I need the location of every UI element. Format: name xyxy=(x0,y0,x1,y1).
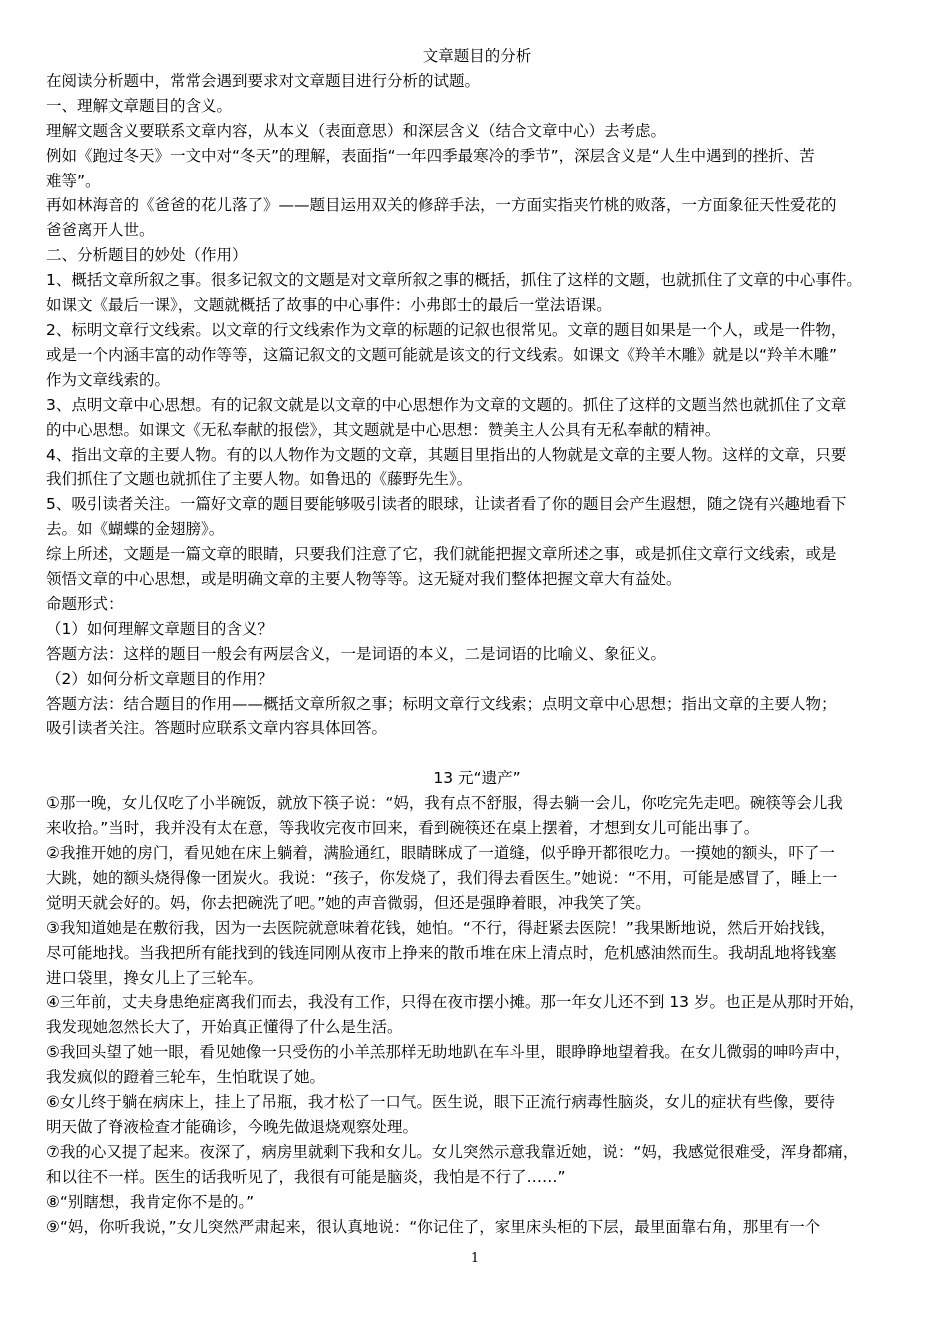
section-heading: 一、理解文章题目的含义。 xyxy=(46,96,233,115)
section-heading: 二、分析题目的妙处（作用） xyxy=(46,246,248,265)
question-line: （1）如何理解文章题目的含义？ xyxy=(46,619,273,638)
story-line: ⑥女儿终于躺在病床上，挂上了吊瓶，我才松了一口气。医生说，眼下正流行病毒性脑炎，女儿的症状有些像，要待 xyxy=(46,1093,835,1112)
paragraph-line: 领悟文章的中心思想，或是明确文章的主要人物等等。这无疑对我们整体把握文章大有益处。 xyxy=(46,570,682,589)
paragraph-line: 3、点明文章中心思想。有的记叙文就是以文章的中心思想作为文章的文题的。抓住了这样的文题当然也就抓住了文章 xyxy=(46,395,847,414)
paragraph-line: 作为文章线索的。 xyxy=(46,370,171,389)
story-line: ①那一晚，女儿仅吃了小半碗饭，就放下筷子说：“妈，我有点不舒服，得去躺一会儿，你吃完先走吧。碗筷等会儿我 xyxy=(46,794,843,813)
paragraph-line: 1、概括文章所叙之事。很多记叙文的文题是对文章所叙之事的概括，抓住了这样的文题，也就抓住了文章的中心事件。 xyxy=(46,271,862,290)
story-line: 大跳，她的额头烧得像一团炭火。我说：“孩子，你发烧了，我们得去看医生。”她说：“不用，可能是感冒了，睡上一 xyxy=(46,868,838,887)
story-line: ④三年前，丈夫身患绝症离我们而去，我没有工作，只得在夜市摆小摊。那一年女儿还不到 13 岁。也正是从那时开始， xyxy=(46,993,865,1012)
story-line: ⑤我回头望了她一眼，看见她像一只受伤的小羊羔那样无助地趴在车斗里，眼睁睁地望着我。在女儿微弱的呻吟声中， xyxy=(46,1043,851,1062)
document-body xyxy=(46,44,908,1239)
paragraph-line: 再如林海音的《爸爸的花儿落了》——题目运用双关的修辞手法，一方面实指夹竹桃的败落，一方面象征天性爱花的 xyxy=(46,196,837,215)
story-line: 尽可能地找。当我把所有能找到的钱连同刚从夜市上挣来的散币堆在床上清点时，危机感油然而生。我胡乱地将钱塞 xyxy=(46,943,837,962)
question-line: （2）如何分析文章题目的作用？ xyxy=(46,669,273,688)
paragraph-line: 4、指出文章的主要人物。有的以人物作为文题的文章，其题目里指出的人物就是文章的主要人物。这样的文章，只要 xyxy=(46,445,847,464)
story-line: 我发疯似的蹬着三轮车，生怕耽误了她。 xyxy=(46,1068,326,1087)
paragraph-line: 5、吸引读者关注。一篇好文章的题目要能够吸引读者的眼球，让读者看了你的题目会产生遐想，随之饶有兴趣地看下 xyxy=(46,495,847,514)
answer-line: 答题方法：这样的题目一般会有两层含义，一是词语的本义，二是词语的比喻义、象征义。 xyxy=(46,644,667,663)
story-line: ⑨“妈，你听我说，”女儿突然严肃起来，很认真地说：“你记住了，家里床头柜的下层，最里面靠右角，那里有一个 xyxy=(46,1217,821,1236)
paragraph-line: 2、标明文章行文线索。以文章的行文线索作为文章的标题的记叙也很常见。文章的题目如果是一个人，或是一件物， xyxy=(46,320,847,339)
article-body xyxy=(46,69,908,741)
story-line: 来收拾。”当时，我并没有太在意，等我收完夜市回来，看到碗筷还在桌上摆着，才想到女儿可能出事了。 xyxy=(46,819,760,838)
story-line: ⑧“别瞎想，我肯定你不是的。” xyxy=(46,1192,255,1211)
paragraph-line: 例如《跑过冬天》一文中对“冬天”的理解，表面指“一年四季最寒冷的季节”，深层含义是“人生中遇到的挫折、苦 xyxy=(46,146,815,165)
story-title: 13 元“遗产” xyxy=(433,769,521,788)
paragraph-line: 难等”。 xyxy=(46,171,101,190)
article-title: 文章题目的分析 xyxy=(422,47,532,65)
story-line: ②我推开她的房门，看见她在床上躺着，满脸通红，眼睛眯成了一道缝，似乎睁开都很吃力。一摸她的额头，吓了一 xyxy=(46,843,835,862)
story-line: 明天做了脊液检查才能确诊，今晚先做退烧观察处理。 xyxy=(46,1117,419,1136)
story-line: 觉明天就会好的。妈，你去把碗洗了吧。”她的声音微弱，但还是强睁着眼，冲我笑了笑。 xyxy=(46,893,651,912)
paragraph-line: 去。如《蝴蝶的金翅膀》。 xyxy=(46,520,225,539)
paragraph-line: 或是一个内涵丰富的动作等等，这篇记叙文的文题可能就是该文的行文线索。如课文《羚羊木雕》就是以“羚羊木雕” xyxy=(46,345,838,364)
paragraph-line: 爸爸离开人世。 xyxy=(46,221,155,240)
paragraph-line: 的中心思想。如课文《无私奉献的报偿》，其文题就是中心思想：赞美主人公具有无私奉献的精神。 xyxy=(46,420,721,439)
paragraph-line: 如课文《最后一课》，文题就概括了故事的中心事件：小弗郎士的最后一堂法语课。 xyxy=(46,296,612,315)
story-line: 进口袋里，搀女儿上了三轮车。 xyxy=(46,968,264,987)
story-line: 和以往不一样。医生的话我听见了，我很有可能是脑炎，我怕是不行了……” xyxy=(46,1167,566,1186)
paragraph-line: 综上所述，文题是一篇文章的眼睛，只要我们注意了它，我们就能把握文章所述之事，或是抓住文章行文线索，或是 xyxy=(46,545,837,564)
story-line: ⑦我的心又提了起来。夜深了，病房里就剩下我和女儿。女儿突然示意我靠近她，说：“妈，我感觉很难受，浑身都痛， xyxy=(46,1142,859,1161)
answer-line: 答题方法：结合题目的作用——概括文章所叙之事；标明文章行文线索；点明文章中心思想；指出文章的主要人物； xyxy=(46,694,837,713)
blank-line xyxy=(46,741,908,766)
story-line: ③我知道她是在敷衍我，因为一去医院就意味着花钱，她怕。“不行，得赶紧去医院！”我果断地说，然后开始找钱， xyxy=(46,918,836,937)
paragraph-line: 我们抓住了文题也就抓住了主要人物。如鲁迅的《藤野先生》。 xyxy=(46,470,473,489)
paragraph-line: 命题形式： xyxy=(46,594,124,613)
story-line: 我发现她忽然长大了，开始真正懂得了什么是生活。 xyxy=(46,1018,403,1037)
paragraph-line: 理解文题含义要联系文章内容，从本义（表面意思）和深层含义（结合文章中心）去考虑。 xyxy=(46,121,667,140)
page-number: 1 xyxy=(470,1251,480,1266)
answer-line: 吸引读者关注。答题时应联系文章内容具体回答。 xyxy=(46,719,388,738)
paragraph-line: 在阅读分析题中，常常会遇到要求对文章题目进行分析的试题。 xyxy=(46,71,481,90)
story-body xyxy=(46,791,908,1239)
